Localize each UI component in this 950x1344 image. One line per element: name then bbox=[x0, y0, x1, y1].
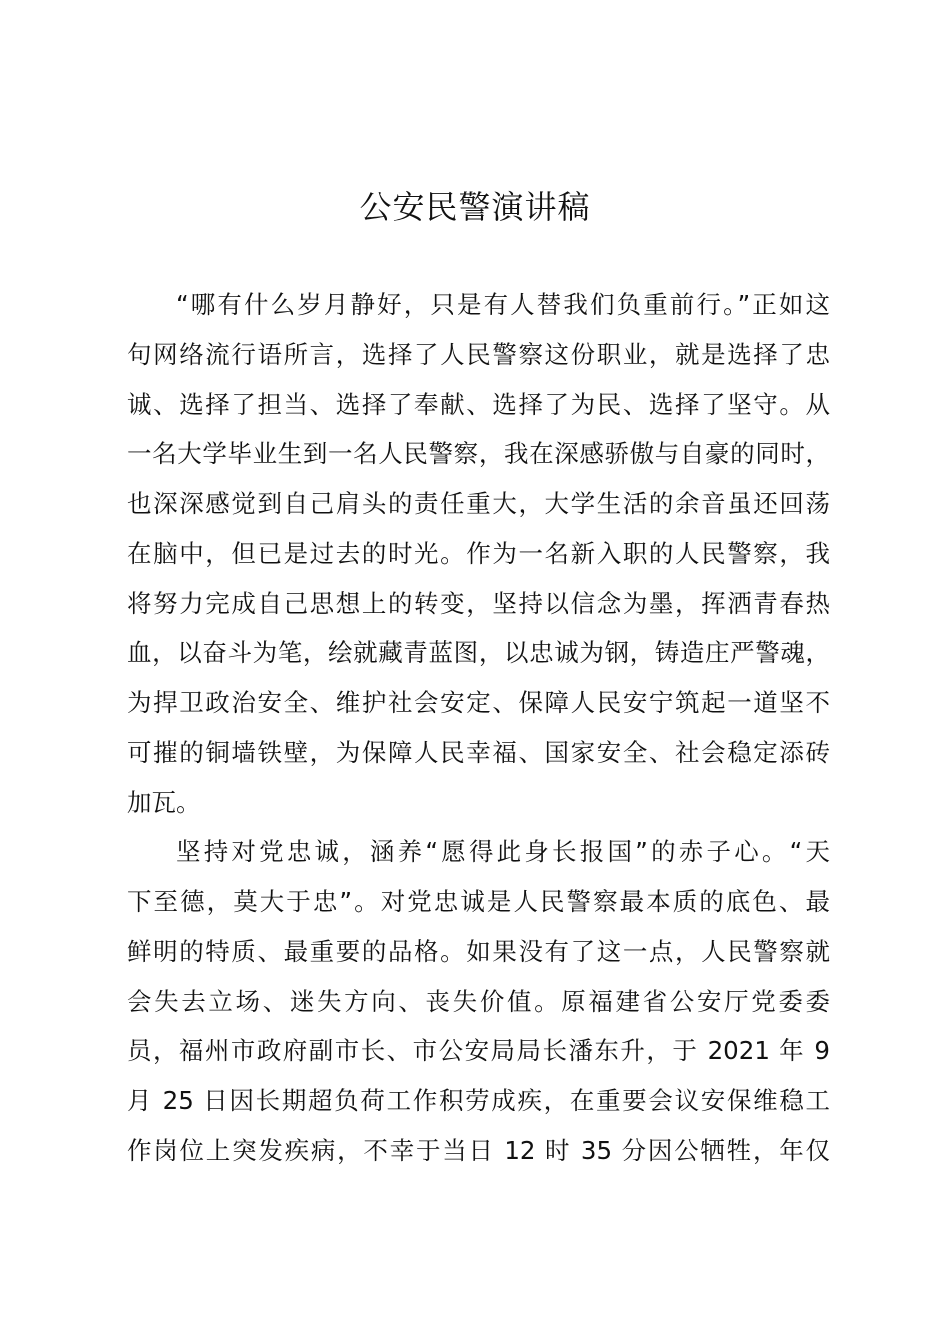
text-line: 将努力完成自己思想上的转变，坚持以信念为墨，挥洒青春热 bbox=[127, 588, 830, 618]
text-line: 也深深感觉到自己肩头的责任重大，大学生活的余音虽还回荡 bbox=[127, 489, 830, 518]
text-line: 作岗位上突发疾病，不幸于当日 12 时 35 分因公牺牲，年仅 bbox=[127, 1135, 830, 1165]
text-line: “哪有什么岁月静好，只是有人替我们负重前行。”正如这 bbox=[176, 290, 830, 319]
text-line: 诚、选择了担当、选择了奉献、选择了为民、选择了坚守。从 bbox=[127, 389, 830, 419]
text-line: 坚持对党忠诚，涵养“愿得此身长报国”的赤子心。“天 bbox=[176, 837, 830, 867]
text-line: 为捍卫政治安全、维护社会安定、保障人民安宁筑起一道坚不 bbox=[127, 688, 830, 717]
text-line: 可摧的铜墙铁壁，为保障人民幸福、国家安全、社会稳定添砖 bbox=[127, 737, 830, 767]
text-line: 血，以奋斗为笔，绘就藏青蓝图，以忠诚为钢，铸造庄严警魂， bbox=[127, 638, 830, 668]
document-body bbox=[127, 280, 830, 1176]
document-title: 公安民警演讲稿 bbox=[359, 188, 591, 226]
text-line: 加瓦。 bbox=[127, 787, 201, 817]
text-line: 员，福州市政府副市长、市公安局局长潘东升，于 2021 年 9 bbox=[127, 1036, 830, 1066]
text-line: 下至德，莫大于忠”。对党忠诚是人民警察最本质的底色、最 bbox=[127, 887, 830, 916]
text-line: 鲜明的特质、最重要的品格。如果没有了这一点，人民警察就 bbox=[127, 936, 830, 966]
text-line: 句网络流行语所言，选择了人民警察这份职业，就是选择了忠 bbox=[127, 339, 830, 369]
text-line: 一名大学毕业生到一名人民警察，我在深感骄傲与自豪的同时， bbox=[127, 439, 830, 469]
text-line: 月 25 日因长期超负荷工作积劳成疾，在重要会议安保维稳工 bbox=[127, 1086, 830, 1115]
text-line: 在脑中，但已是过去的时光。作为一名新入职的人民警察，我 bbox=[127, 538, 830, 568]
text-line: 会失去立场、迷失方向、丧失价值。原福建省公安厅党委委 bbox=[127, 986, 830, 1016]
paragraph bbox=[127, 827, 830, 1175]
paragraph bbox=[127, 280, 830, 827]
